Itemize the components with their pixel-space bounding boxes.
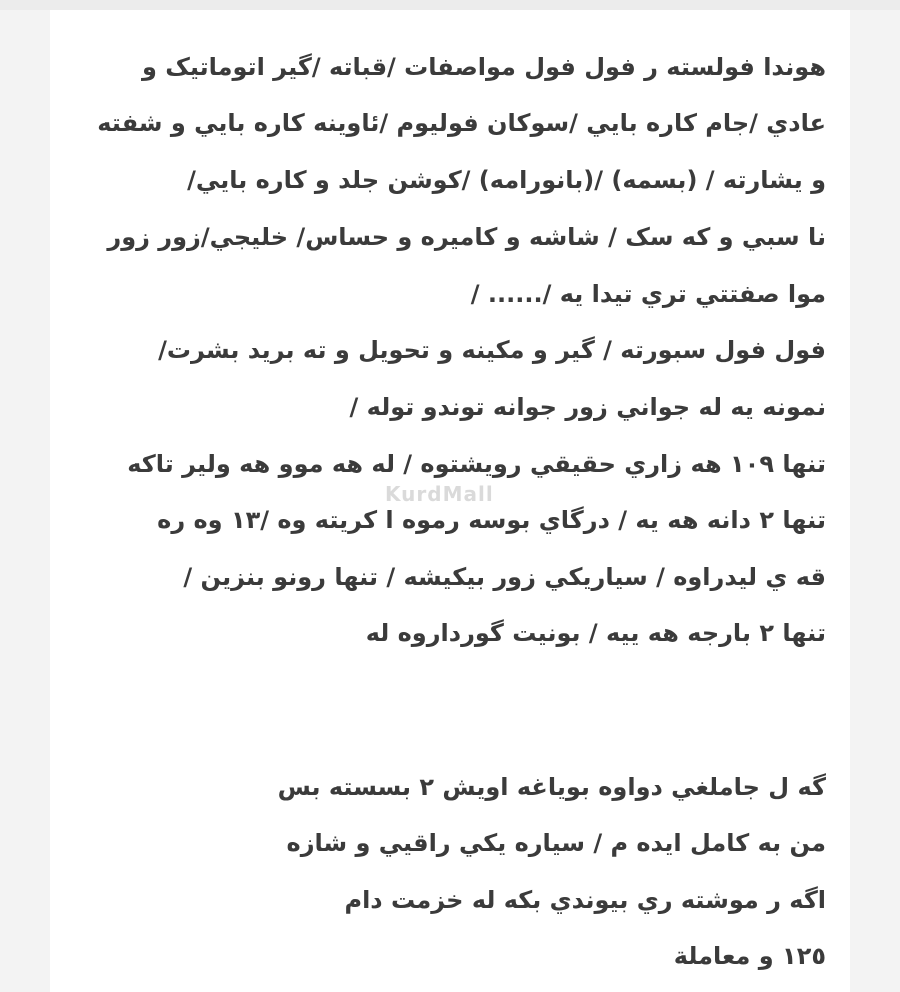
top-band [0, 0, 900, 10]
text-line: هوندا فولسته ر فول فول مواصفات /قباته /گير اتوماتيک و [141, 53, 826, 81]
text-line: تنها ٢ دانه هه يه / درگاي بوسه رموه ا کريته وه /١٣ وه ره [157, 506, 826, 534]
text-line: نا سبي و که سک / شاشه و کاميره و حساس/ خليجي/زور زور [107, 223, 826, 251]
text-line: فول فول سبورته / گير و مکينه و تحويل و ته بريد بشرت/ [158, 336, 826, 364]
text-line: نمونه يه له جواني زور جوانه توندو توله / [349, 393, 826, 421]
text-line: قه ي ليدراوه / سياريکي زور بيکيشه / تنها رونو بنزين / [183, 563, 826, 591]
text-line: موا صفتتي تري تيدا يه /...... / [470, 280, 826, 308]
text-line: ١٢٥ و معاملة [673, 942, 826, 970]
text-line: عادي /جام کاره بايي /سوکان فوليوم /ئاوينه کاره بايي و شفته [97, 109, 826, 137]
text-line: تنها ١٠٩ هه زاري حقيقي رويشتوه / له هه موو هه ولير تاکه [127, 450, 826, 478]
watermark: KurdMall [385, 482, 494, 506]
text-line: اگه ر موشته ري بيوندي بکه له خزمت دام [344, 886, 826, 914]
text-line: تنها ٢ بارجه هه ييه / بونيت گورداروه له [365, 619, 826, 647]
text-line: و يشارته / (بسمه) /(بانورامه) /کوشن جلد و کاره بايي/ [187, 166, 826, 194]
text-line: من به کامل ايده م / سياره يکي راقيي و شازه [286, 829, 826, 857]
post-text-card [50, 10, 850, 992]
text-line: گه ل جاملغي دواوه بوياغه اويش ٢ بسسته بس [277, 773, 826, 801]
